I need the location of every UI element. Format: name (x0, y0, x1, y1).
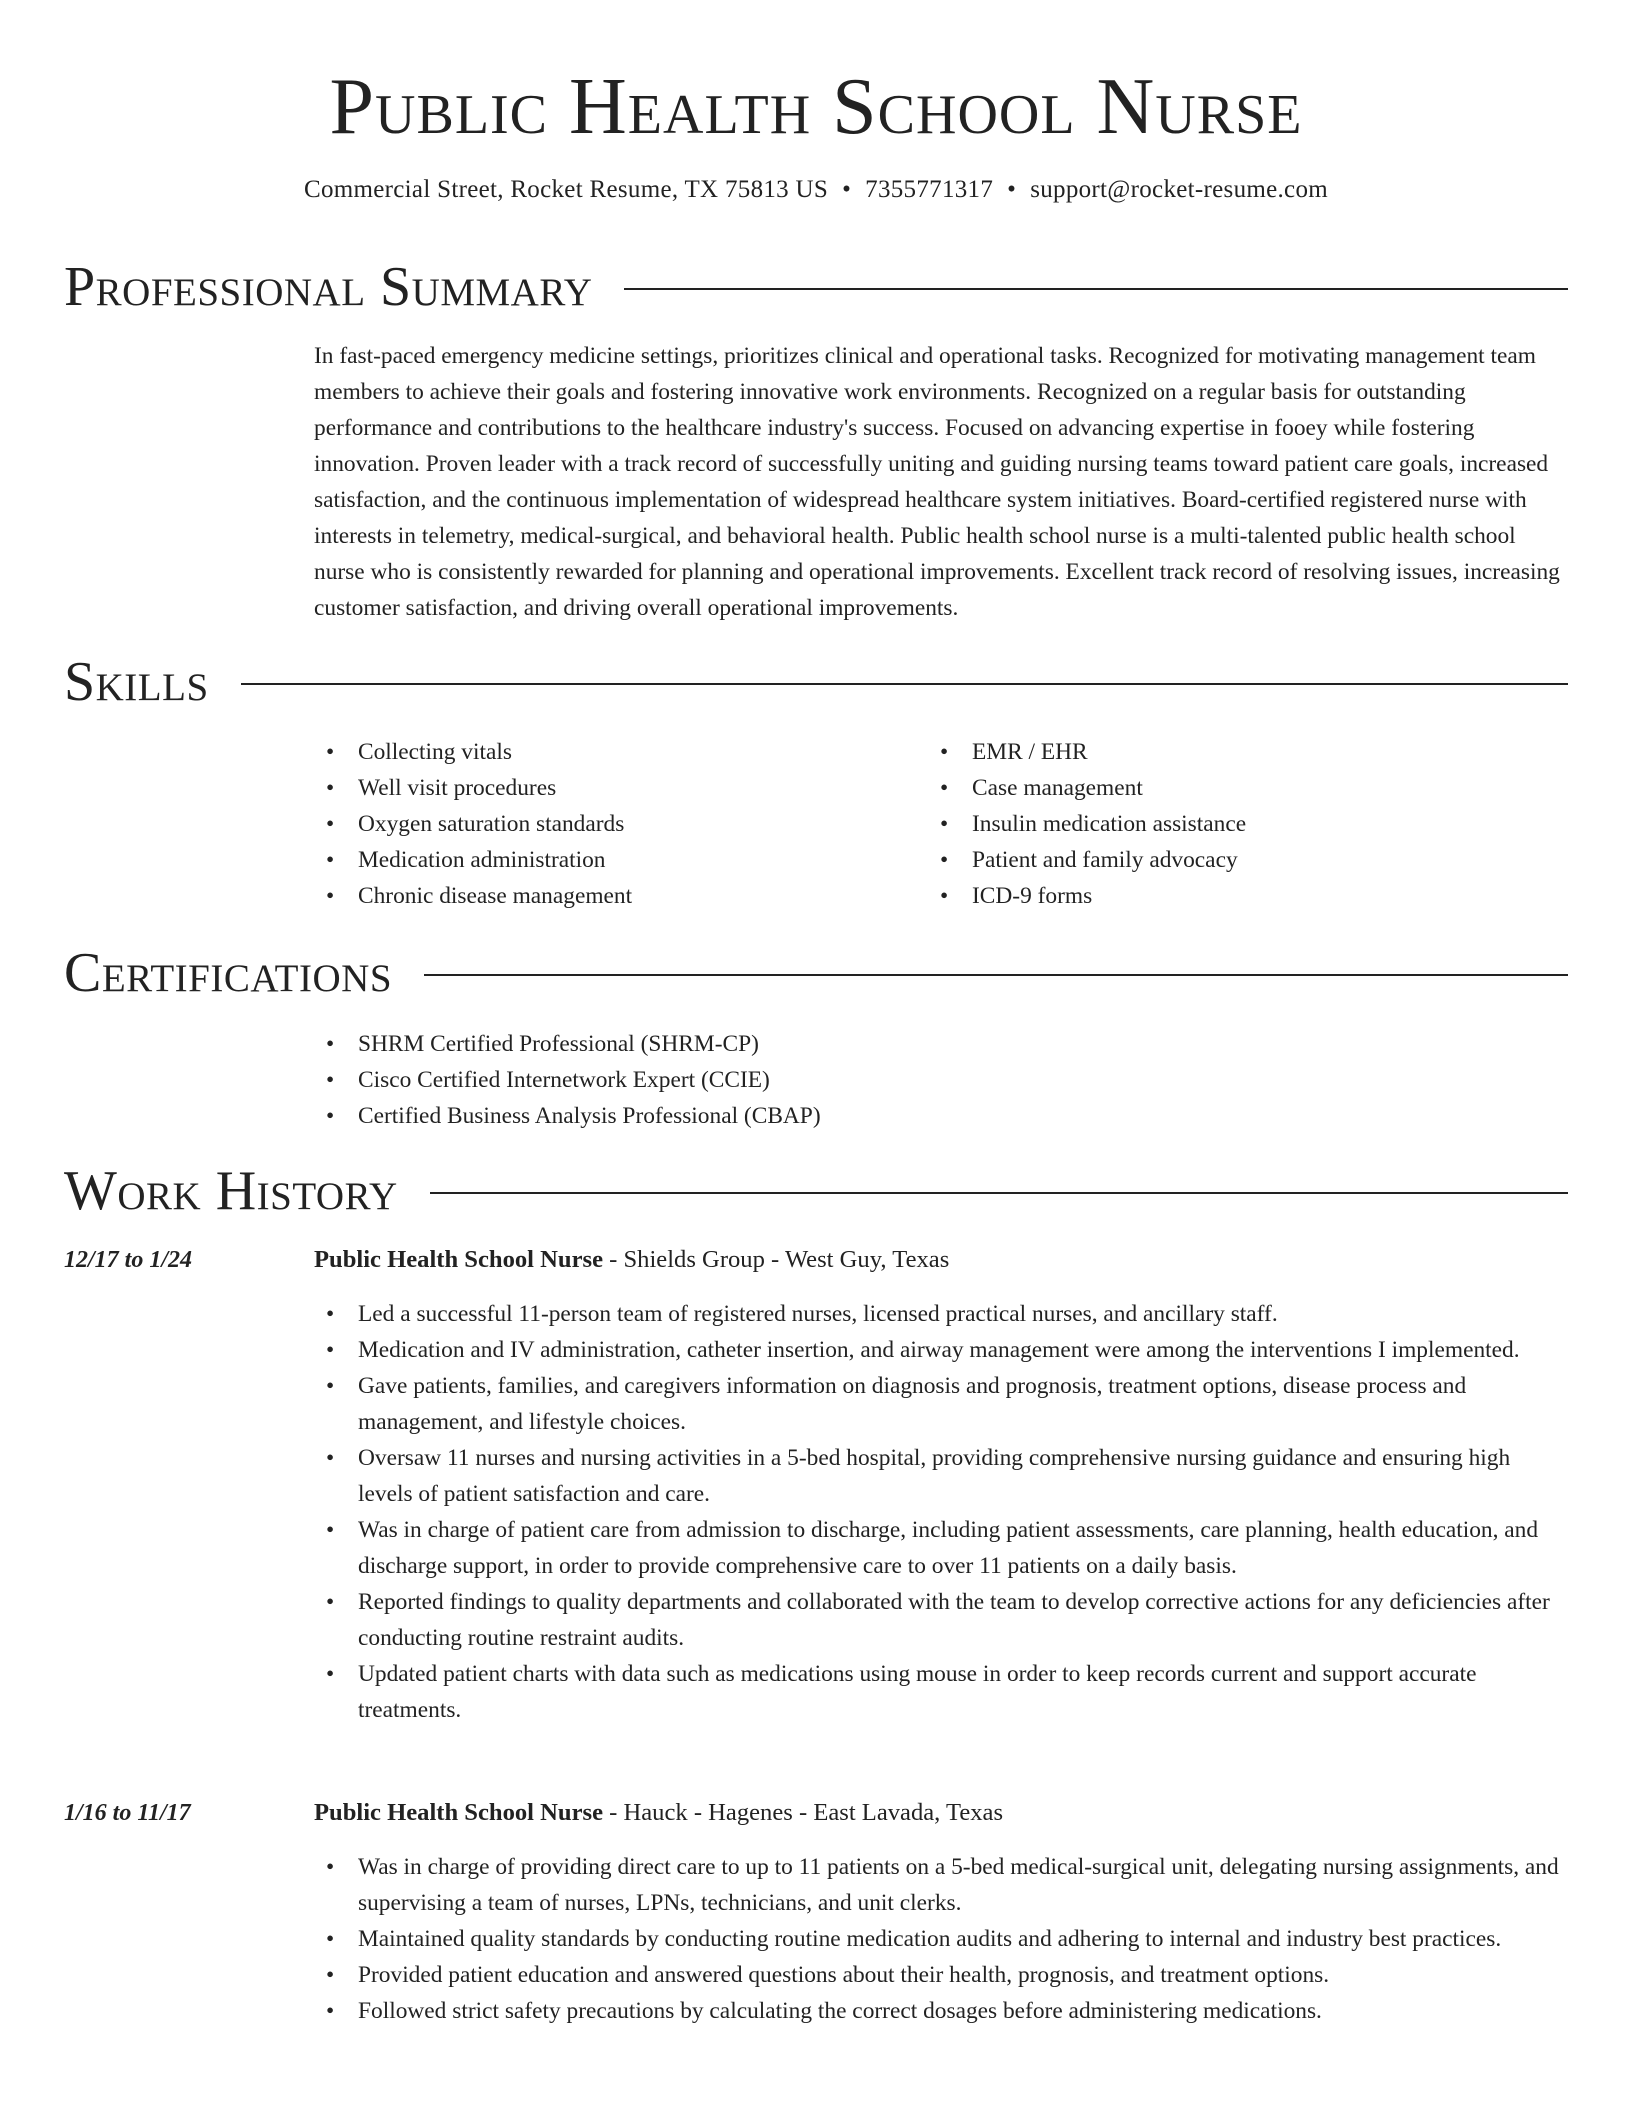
contact-separator: • (1007, 176, 1017, 203)
skills-list-right (928, 734, 1246, 914)
skill-item: • ICD-9 forms (928, 878, 1246, 914)
job-duties-list (314, 1296, 1568, 1728)
skills-list-left (314, 734, 632, 914)
certifications-heading: Certifications (64, 942, 393, 1004)
job-duty: • Was in charge of providing direct care to up to 11 patients on a 5-bed medical-surgical unit, delegating nursing assignments, and supervising a team of nurses, LPNs, technicians, and unit clerks. (314, 1849, 1568, 1921)
contact-email: support@rocket-resume.com (1030, 176, 1328, 203)
work-history-heading: Work History (64, 1160, 398, 1222)
job-title: Public Health School Nurse (314, 1799, 603, 1826)
skill-item: • Chronic disease management (314, 878, 632, 914)
job-duty: • Oversaw 11 nurses and nursing activities in a 5-bed hospital, providing comprehensive nursing guidance and ensuring high levels of patient satisfaction and care. (314, 1440, 1568, 1512)
summary-text: In fast-paced emergency medicine settings, prioritizes clinical and operational tasks. Recognized for motivating management team members to achieve their goals and fostering innovative work environments. Recognized on a regular basis for outstanding performance and contributions to the healthcare industry's success. Focused on advancing expertise in fooey while fostering innovation. Proven leader with a track record of successfully uniting and guiding nursing teams toward patient care goals, increased satisfaction, and the continuous implementation of widespread healthcare system initiatives. Board-certified registered nurse with interests in telemetry, medical-surgical, and behavioral health. Public health school nurse is a multi-talented public health school nurse who is consistently rewarded for planning and operational improvements. Excellent track record of resolving issues, increasing customer satisfaction, and driving overall operational improvements. (314, 343, 1560, 621)
skill-item: • Insulin medication assistance (928, 806, 1246, 842)
skill-item: • Case management (928, 770, 1246, 806)
certification-item: • Certified Business Analysis Professional (CBAP) (314, 1098, 821, 1134)
contact-address: Commercial Street, Rocket Resume, TX 75813 US (304, 176, 829, 203)
skill-item: • EMR / EHR (928, 734, 1246, 770)
job-duty: • Provided patient education and answered questions about their health, prognosis, and treatment options. (314, 1957, 1568, 1993)
job-duty: • Medication and IV administration, catheter insertion, and airway management were among the interventions I implemented. (314, 1332, 1568, 1368)
certifications-list (314, 1026, 821, 1134)
skills-heading: Skills (64, 651, 209, 713)
certifications-section-header (64, 943, 1568, 1003)
skill-item: • Oxygen saturation standards (314, 806, 632, 842)
skill-item: • Patient and family advocacy (928, 842, 1246, 878)
job-duty: • Reported findings to quality departments and collaborated with the team to develop corrective actions for any deficiencies after conducting routine restraint audits. (314, 1584, 1568, 1656)
job-dates: 12/17 to 1/24 (64, 1247, 193, 1273)
summary-heading: Professional Summary (64, 256, 593, 318)
summary-section-header (64, 257, 1568, 317)
job-title: Public Health School Nurse (314, 1246, 603, 1273)
section-divider (241, 683, 1568, 685)
job-employer: - Hauck - Hagenes - East Lavada, Texas (603, 1799, 1004, 1826)
job-duty: • Updated patient charts with data such as medications using mouse in order to keep records current and support accurate treatments. (314, 1656, 1568, 1728)
job-title-line (314, 1243, 949, 1277)
job-duty: • Led a successful 11-person team of registered nurses, licensed practical nurses, and ancillary staff. (314, 1296, 1568, 1332)
job-title-line (314, 1796, 1003, 1830)
contact-phone: 7355771317 (865, 176, 994, 203)
candidate-name: Public Health School Nurse (329, 63, 1303, 151)
job-dates: 1/16 to 11/17 (64, 1800, 191, 1826)
skills-section-header (64, 652, 1568, 712)
job-duties-list (314, 1849, 1568, 2029)
job-employer: - Shields Group - West Guy, Texas (603, 1246, 950, 1273)
job-duty: • Gave patients, families, and caregivers information on diagnosis and prognosis, treatment options, disease process and management, and lifestyle choices. (314, 1368, 1568, 1440)
section-divider (430, 1192, 1568, 1194)
job-duty: • Followed strict safety precautions by calculating the correct dosages before administering medications. (314, 1993, 1568, 2029)
contact-separator: • (842, 176, 852, 203)
skill-item: • Collecting vitals (314, 734, 632, 770)
skill-item: • Medication administration (314, 842, 632, 878)
certification-item: • SHRM Certified Professional (SHRM-CP) (314, 1026, 821, 1062)
job-duty: • Was in charge of patient care from admission to discharge, including patient assessments, care planning, health education, and discharge support, in order to provide comprehensive care to over 11 patients on a daily basis. (314, 1512, 1568, 1584)
work-history-section-header (64, 1161, 1568, 1221)
job-duty: • Maintained quality standards by conducting routine medication audits and adhering to internal and industry best practices. (314, 1921, 1568, 1957)
section-divider (624, 288, 1568, 290)
certification-item: • Cisco Certified Internetwork Expert (CCIE) (314, 1062, 821, 1098)
contact-line (0, 175, 1632, 205)
skill-item: • Well visit procedures (314, 770, 632, 806)
section-divider (424, 974, 1568, 976)
